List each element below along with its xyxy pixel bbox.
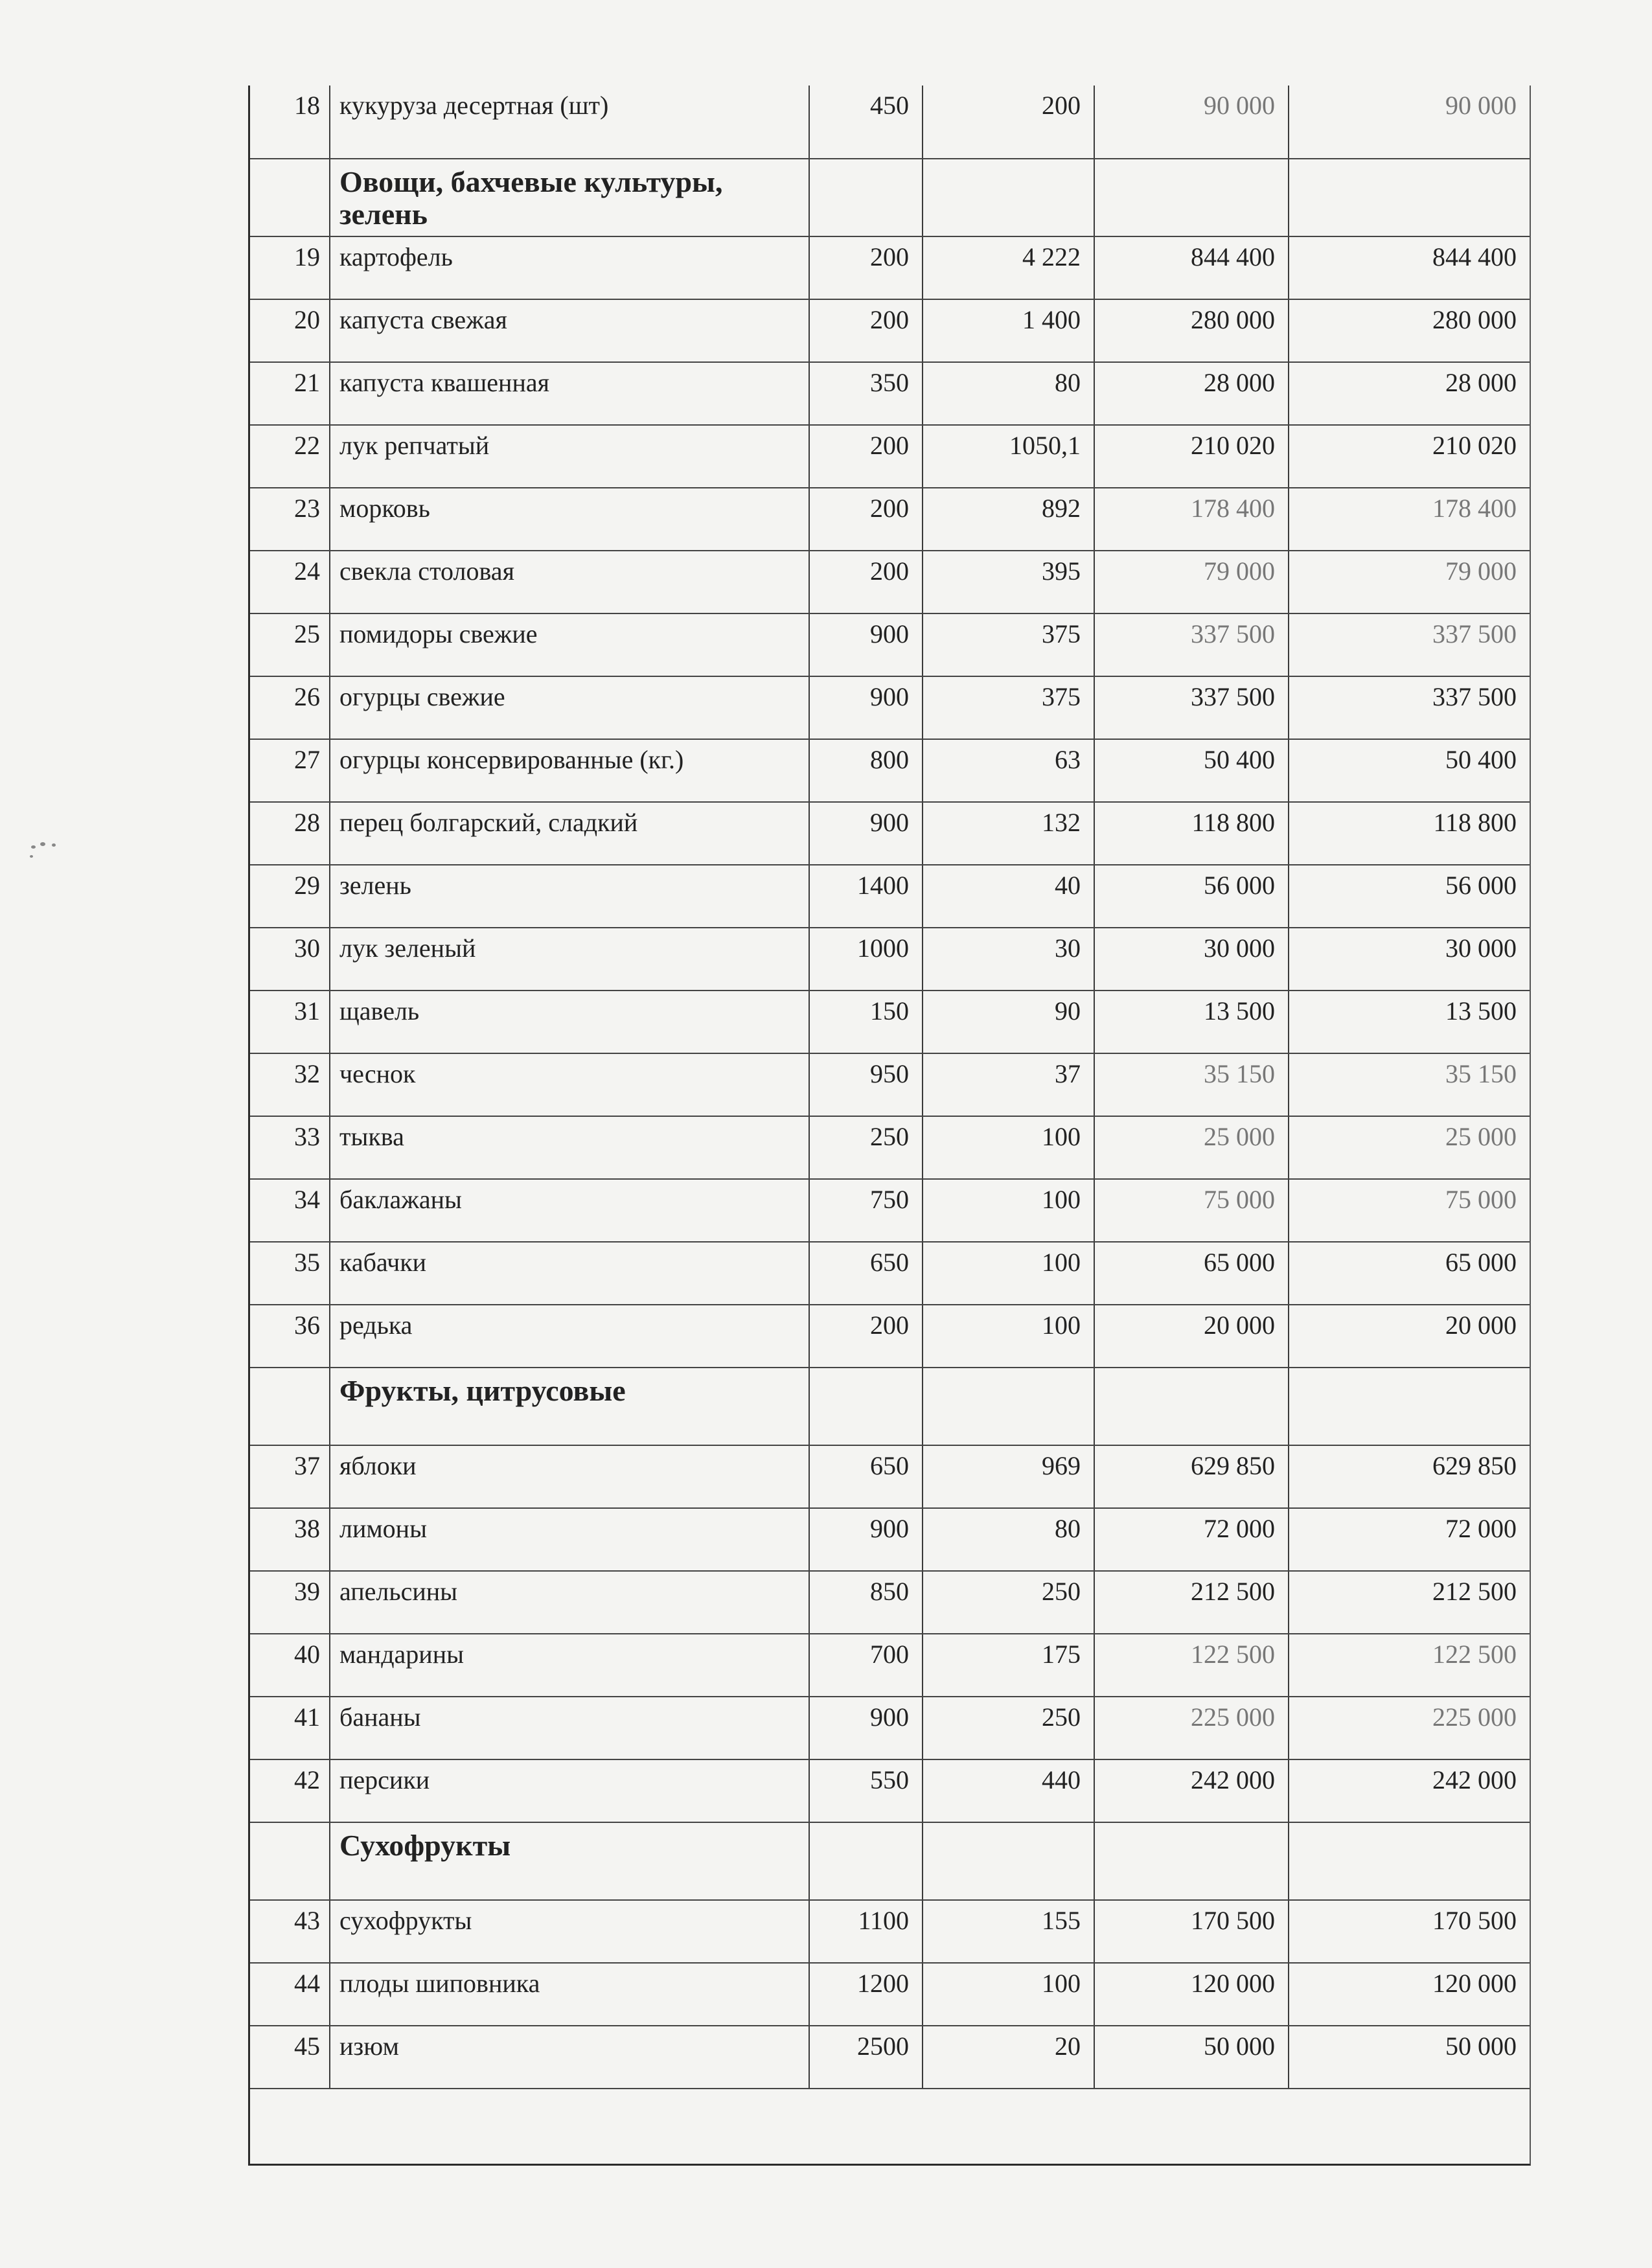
table-row: [250, 551, 1530, 613]
unit-price: 900: [809, 613, 923, 676]
section-header-row: [250, 1368, 1530, 1445]
unit-price: 450: [809, 86, 923, 159]
quantity: 37: [923, 1053, 1094, 1116]
quantity: 100: [923, 1305, 1094, 1368]
quantity: 250: [923, 1697, 1094, 1759]
section-qty-cell: [923, 1368, 1094, 1445]
section-qty-cell: [923, 159, 1094, 236]
section-sum2-cell: [1289, 1368, 1530, 1445]
quantity: 375: [923, 613, 1094, 676]
sum-total: 178 400: [1094, 488, 1289, 551]
table-row: [250, 676, 1530, 739]
table-body: [250, 86, 1530, 2089]
row-number: 28: [250, 802, 330, 865]
item-name: щавель: [330, 991, 809, 1053]
item-name: бананы: [330, 1697, 809, 1759]
section-qty-cell: [923, 1822, 1094, 1900]
quantity: 132: [923, 802, 1094, 865]
table-row: [250, 1508, 1530, 1571]
sum-total: 75 000: [1094, 1179, 1289, 1242]
sum-total-2: 242 000: [1289, 1759, 1530, 1822]
sum-total: 280 000: [1094, 299, 1289, 362]
unit-price: 900: [809, 1697, 923, 1759]
row-number: 41: [250, 1697, 330, 1759]
sum-total: 225 000: [1094, 1697, 1289, 1759]
sum-total: 210 020: [1094, 425, 1289, 488]
sum-total-2: 212 500: [1289, 1571, 1530, 1634]
item-name: огурцы консервированные (кг.): [330, 739, 809, 802]
item-name: капуста свежая: [330, 299, 809, 362]
scan-speck: [52, 843, 56, 847]
quantity: 175: [923, 1634, 1094, 1697]
section-price-cell: [809, 1822, 923, 1900]
table-row: [250, 488, 1530, 551]
quantity: 100: [923, 1963, 1094, 2026]
sum-total: 30 000: [1094, 928, 1289, 991]
row-number: 21: [250, 362, 330, 425]
section-price-cell: [809, 1368, 923, 1445]
row-number: 27: [250, 739, 330, 802]
sum-total: 170 500: [1094, 1900, 1289, 1963]
item-name: картофель: [330, 236, 809, 299]
sum-total-2: 120 000: [1289, 1963, 1530, 2026]
unit-price: 650: [809, 1242, 923, 1305]
section-num-cell: [250, 1822, 330, 1900]
item-name: свекла столовая: [330, 551, 809, 613]
sum-total: 28 000: [1094, 362, 1289, 425]
section-title: Овощи, бахчевые культуры, зелень: [330, 159, 809, 236]
table-row: [250, 1571, 1530, 1634]
table-row: [250, 1634, 1530, 1697]
section-sum1-cell: [1094, 159, 1289, 236]
table-row: [250, 425, 1530, 488]
sum-total-2: 72 000: [1289, 1508, 1530, 1571]
table-row: [250, 1759, 1530, 1822]
section-title: Сухофрукты: [330, 1822, 809, 1900]
sum-total: 20 000: [1094, 1305, 1289, 1368]
price-table-sheet: [248, 86, 1531, 2166]
table-row: [250, 1697, 1530, 1759]
table-row: [250, 1116, 1530, 1179]
quantity: 100: [923, 1242, 1094, 1305]
item-name: кукуруза десертная (шт): [330, 86, 809, 159]
unit-price: 1000: [809, 928, 923, 991]
item-name: чеснок: [330, 1053, 809, 1116]
quantity: 100: [923, 1179, 1094, 1242]
sum-total-2: 90 000: [1289, 86, 1530, 159]
table-row: [250, 1445, 1530, 1508]
row-number: 22: [250, 425, 330, 488]
quantity: 892: [923, 488, 1094, 551]
table-row: [250, 991, 1530, 1053]
unit-price: 800: [809, 739, 923, 802]
unit-price: 2500: [809, 2026, 923, 2089]
quantity: 375: [923, 676, 1094, 739]
table-row: [250, 1900, 1530, 1963]
quantity: 969: [923, 1445, 1094, 1508]
section-sum2-cell: [1289, 1822, 1530, 1900]
item-name: лимоны: [330, 1508, 809, 1571]
table-row: [250, 928, 1530, 991]
quantity: 40: [923, 865, 1094, 928]
unit-price: 700: [809, 1634, 923, 1697]
unit-price: 900: [809, 676, 923, 739]
quantity: 90: [923, 991, 1094, 1053]
sum-total-2: 25 000: [1289, 1116, 1530, 1179]
section-header-row: [250, 1822, 1530, 1900]
unit-price: 900: [809, 802, 923, 865]
unit-price: 200: [809, 425, 923, 488]
sum-total-2: 337 500: [1289, 613, 1530, 676]
row-number: 19: [250, 236, 330, 299]
quantity: 155: [923, 1900, 1094, 1963]
row-number: 31: [250, 991, 330, 1053]
sum-total: 118 800: [1094, 802, 1289, 865]
row-number: 18: [250, 86, 330, 159]
unit-price: 200: [809, 299, 923, 362]
item-name: перец болгарский, сладкий: [330, 802, 809, 865]
row-number: 29: [250, 865, 330, 928]
row-number: 32: [250, 1053, 330, 1116]
sum-total: 844 400: [1094, 236, 1289, 299]
unit-price: 150: [809, 991, 923, 1053]
sum-total-2: 28 000: [1289, 362, 1530, 425]
quantity: 1 400: [923, 299, 1094, 362]
item-name: кабачки: [330, 1242, 809, 1305]
row-number: 38: [250, 1508, 330, 1571]
table-row: [250, 1179, 1530, 1242]
sum-total-2: 13 500: [1289, 991, 1530, 1053]
item-name: мандарины: [330, 1634, 809, 1697]
row-number: 20: [250, 299, 330, 362]
unit-price: 350: [809, 362, 923, 425]
row-number: 45: [250, 2026, 330, 2089]
sum-total-2: 629 850: [1289, 1445, 1530, 1508]
sum-total-2: 50 400: [1289, 739, 1530, 802]
row-number: 42: [250, 1759, 330, 1822]
sum-total-2: 75 000: [1289, 1179, 1530, 1242]
sum-total-2: 56 000: [1289, 865, 1530, 928]
sum-total-2: 65 000: [1289, 1242, 1530, 1305]
unit-price: 850: [809, 1571, 923, 1634]
row-number: 25: [250, 613, 330, 676]
sum-total: 50 000: [1094, 2026, 1289, 2089]
row-number: 33: [250, 1116, 330, 1179]
unit-price: 1400: [809, 865, 923, 928]
unit-price: 200: [809, 551, 923, 613]
unit-price: 550: [809, 1759, 923, 1822]
row-number: 36: [250, 1305, 330, 1368]
item-name: лук зеленый: [330, 928, 809, 991]
table-row: [250, 362, 1530, 425]
quantity: 30: [923, 928, 1094, 991]
scan-speck: [30, 855, 33, 858]
sum-total-2: 79 000: [1289, 551, 1530, 613]
price-table: [250, 86, 1530, 2089]
quantity: 250: [923, 1571, 1094, 1634]
unit-price: 200: [809, 488, 923, 551]
quantity: 80: [923, 362, 1094, 425]
scan-speck: [40, 842, 45, 846]
row-number: 44: [250, 1963, 330, 2026]
table-row: [250, 86, 1530, 159]
row-number: 39: [250, 1571, 330, 1634]
row-number: 34: [250, 1179, 330, 1242]
table-row: [250, 236, 1530, 299]
section-num-cell: [250, 159, 330, 236]
row-number: 43: [250, 1900, 330, 1963]
sum-total: 337 500: [1094, 676, 1289, 739]
section-sum1-cell: [1094, 1368, 1289, 1445]
sum-total: 35 150: [1094, 1053, 1289, 1116]
section-price-cell: [809, 159, 923, 236]
unit-price: 1200: [809, 1963, 923, 2026]
sum-total: 13 500: [1094, 991, 1289, 1053]
sum-total: 72 000: [1094, 1508, 1289, 1571]
item-name: баклажаны: [330, 1179, 809, 1242]
sum-total: 25 000: [1094, 1116, 1289, 1179]
section-title: Фрукты, цитрусовые: [330, 1368, 809, 1445]
item-name: зелень: [330, 865, 809, 928]
table-row: [250, 299, 1530, 362]
unit-price: 650: [809, 1445, 923, 1508]
table-row: [250, 2026, 1530, 2089]
quantity: 20: [923, 2026, 1094, 2089]
sum-total: 79 000: [1094, 551, 1289, 613]
sum-total: 242 000: [1094, 1759, 1289, 1822]
sum-total: 122 500: [1094, 1634, 1289, 1697]
row-number: 40: [250, 1634, 330, 1697]
row-number: 35: [250, 1242, 330, 1305]
table-row: [250, 739, 1530, 802]
sum-total-2: 225 000: [1289, 1697, 1530, 1759]
sum-total-2: 170 500: [1289, 1900, 1530, 1963]
scan-speck: [31, 845, 36, 849]
sum-total-2: 50 000: [1289, 2026, 1530, 2089]
unit-price: 950: [809, 1053, 923, 1116]
item-name: персики: [330, 1759, 809, 1822]
sum-total-2: 178 400: [1289, 488, 1530, 551]
table-row: [250, 1963, 1530, 2026]
item-name: редька: [330, 1305, 809, 1368]
row-number: 30: [250, 928, 330, 991]
quantity: 1050,1: [923, 425, 1094, 488]
sum-total-2: 337 500: [1289, 676, 1530, 739]
item-name: лук репчатый: [330, 425, 809, 488]
quantity: 63: [923, 739, 1094, 802]
table-row: [250, 613, 1530, 676]
section-sum1-cell: [1094, 1822, 1289, 1900]
sum-total-2: 35 150: [1289, 1053, 1530, 1116]
item-name: капуста квашенная: [330, 362, 809, 425]
unit-price: 1100: [809, 1900, 923, 1963]
sum-total: 65 000: [1094, 1242, 1289, 1305]
section-header-row: [250, 159, 1530, 236]
item-name: апельсины: [330, 1571, 809, 1634]
unit-price: 250: [809, 1116, 923, 1179]
table-row: [250, 1053, 1530, 1116]
sum-total-2: 210 020: [1289, 425, 1530, 488]
item-name: плоды шиповника: [330, 1963, 809, 2026]
item-name: огурцы свежие: [330, 676, 809, 739]
item-name: тыква: [330, 1116, 809, 1179]
quantity: 395: [923, 551, 1094, 613]
sum-total-2: 122 500: [1289, 1634, 1530, 1697]
section-num-cell: [250, 1368, 330, 1445]
sum-total-2: 30 000: [1289, 928, 1530, 991]
unit-price: 900: [809, 1508, 923, 1571]
quantity: 100: [923, 1116, 1094, 1179]
table-row: [250, 1305, 1530, 1368]
item-name: морковь: [330, 488, 809, 551]
table-row: [250, 865, 1530, 928]
row-number: 24: [250, 551, 330, 613]
sum-total-2: 20 000: [1289, 1305, 1530, 1368]
section-sum2-cell: [1289, 159, 1530, 236]
sum-total: 50 400: [1094, 739, 1289, 802]
quantity: 4 222: [923, 236, 1094, 299]
sum-total: 120 000: [1094, 1963, 1289, 2026]
row-number: 37: [250, 1445, 330, 1508]
sum-total: 629 850: [1094, 1445, 1289, 1508]
table-row: [250, 802, 1530, 865]
item-name: изюм: [330, 2026, 809, 2089]
table-row: [250, 1242, 1530, 1305]
unit-price: 200: [809, 236, 923, 299]
sum-total-2: 844 400: [1289, 236, 1530, 299]
row-number: 26: [250, 676, 330, 739]
sum-total: 90 000: [1094, 86, 1289, 159]
sum-total-2: 280 000: [1289, 299, 1530, 362]
unit-price: 200: [809, 1305, 923, 1368]
quantity: 80: [923, 1508, 1094, 1571]
quantity: 200: [923, 86, 1094, 159]
sum-total-2: 118 800: [1289, 802, 1530, 865]
sum-total: 212 500: [1094, 1571, 1289, 1634]
item-name: помидоры свежие: [330, 613, 809, 676]
item-name: яблоки: [330, 1445, 809, 1508]
row-number: 23: [250, 488, 330, 551]
sum-total: 56 000: [1094, 865, 1289, 928]
item-name: сухофрукты: [330, 1900, 809, 1963]
sum-total: 337 500: [1094, 613, 1289, 676]
quantity: 440: [923, 1759, 1094, 1822]
unit-price: 750: [809, 1179, 923, 1242]
